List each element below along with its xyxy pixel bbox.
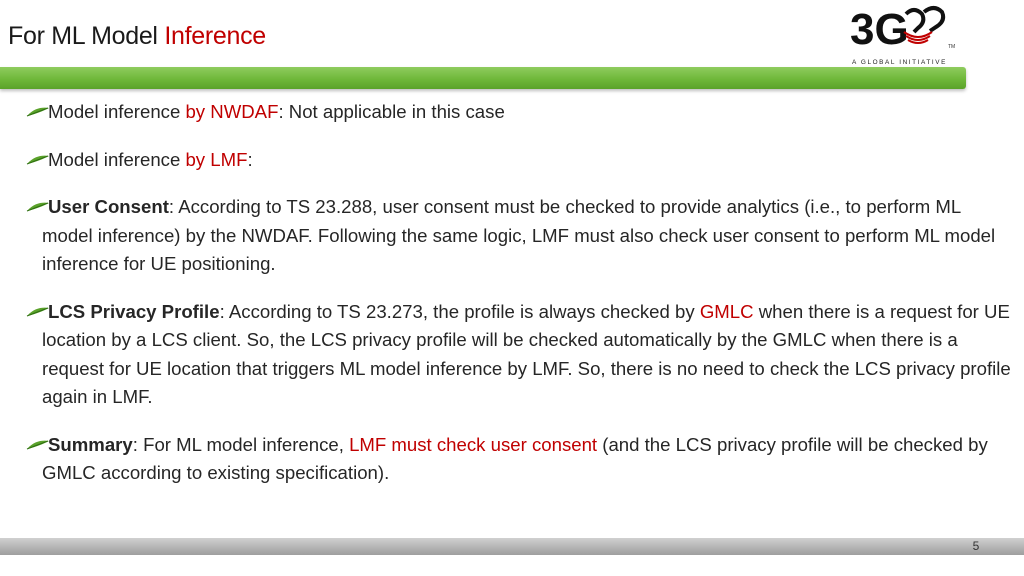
bullet-text-plain: Model inference [48, 148, 186, 170]
3gpp-logo [846, 2, 962, 70]
bullet-text-plain: Model inference [48, 101, 186, 122]
title-accent: Inference [164, 22, 266, 50]
logo-p2 [924, 8, 943, 31]
bullet-summary [22, 431, 1012, 488]
logo-tagline: A GLOBAL INITIATIVE [852, 59, 948, 66]
bullet-text-plain: : According to TS 23.288, user consent must be checked to provide analytics (i.e., to perform ML model inference) by the NWDAF. Following the same logic, LMF must also check user consent to perform ML model inference for UE positioning. [42, 196, 996, 274]
bullet-lmf [22, 146, 1012, 175]
bullet-text-red: by LMF [185, 148, 248, 170]
slide-title [8, 22, 266, 51]
feather-bullet-icon [26, 106, 50, 118]
logo-tm: TM [948, 44, 956, 50]
logo-3g: 3G [850, 5, 909, 54]
bullet-text-plain: : For ML model inference, [132, 433, 350, 455]
feather-bullet-icon [26, 154, 50, 166]
bullet-nwdaf [22, 98, 1012, 127]
feather-bullet-icon [26, 201, 50, 213]
slide-content [22, 98, 1012, 488]
page-number: 5 [972, 539, 980, 553]
bullet-text-red: by NWDAF [185, 101, 279, 122]
bullet-text-rest: : Not applicable in this case [278, 101, 505, 122]
bullet-user-consent [22, 193, 1012, 279]
feather-bullet-icon [26, 306, 50, 318]
bullet-text-rest: : [247, 148, 253, 170]
title-plain: For ML Model [8, 22, 165, 50]
header-green-bar [0, 67, 966, 89]
bullet-heading: LCS Privacy Profile [48, 300, 220, 322]
bullet-text-red: GMLC [699, 300, 754, 322]
bullet-text-red: LMF must check user consent [349, 433, 598, 455]
bullet-heading: Summary [48, 433, 133, 455]
feather-bullet-icon [26, 439, 50, 451]
bullet-lcs-privacy-profile [22, 298, 1012, 412]
bullet-text-rest: when there is a request for UE location by a LCS client. So, the LCS privacy profile will be checked automatically by the GMLC when there is a request for UE location that triggers ML model inference by LMF. So, there is no need to check the LCS privacy profile again in LMF. [42, 300, 1011, 407]
bullet-heading: User Consent [48, 196, 169, 217]
bullet-text-plain: : According to TS 23.273, the profile is always checked by [219, 300, 700, 322]
footer-gray-bar [0, 538, 1024, 555]
bullet-text-rest: (and the LCS privacy profile will be checked by GMLC according to existing specification). [42, 433, 988, 483]
